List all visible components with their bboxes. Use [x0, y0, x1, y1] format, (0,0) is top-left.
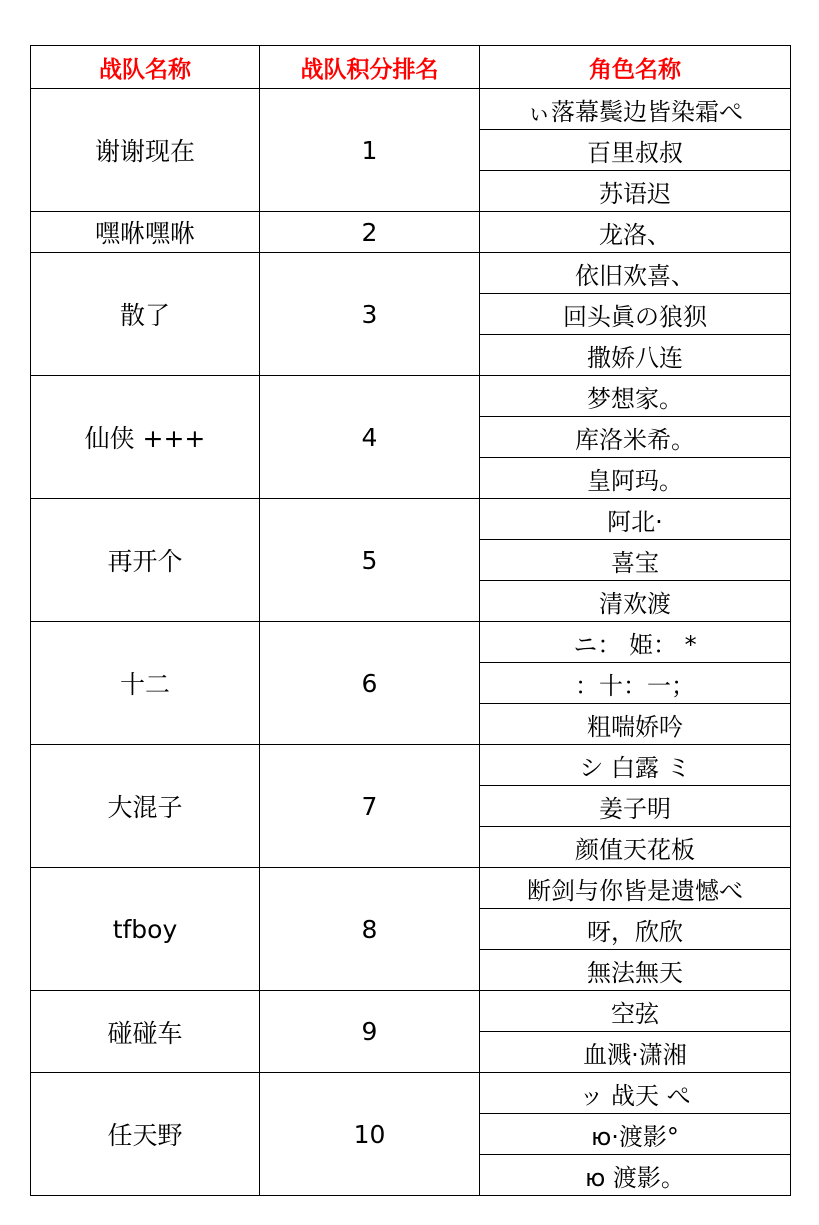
role-name-cell: ю·渡影° — [480, 1114, 791, 1155]
role-name-cell: 梦想家。 — [480, 376, 791, 417]
team-rank-cell: 6 — [260, 622, 480, 745]
role-name-cell: 撒娇八连 — [480, 335, 791, 376]
team-rank-cell: 8 — [260, 868, 480, 991]
team-rank-cell: 10 — [260, 1073, 480, 1196]
role-name-cell: 断剑与你皆是遗憾べ — [480, 868, 791, 909]
table-row — [31, 212, 791, 253]
header-team-name: 战队名称 — [31, 46, 260, 89]
team-name-cell: 任天野 — [31, 1073, 260, 1196]
role-name-cell: ю 渡影。 — [480, 1155, 791, 1196]
table-row — [31, 89, 791, 130]
table-row — [31, 499, 791, 540]
header-role-name: 角色名称 — [480, 46, 791, 89]
table-row — [31, 376, 791, 417]
team-name-cell: tfboy — [31, 868, 260, 991]
team-rank-cell: 5 — [260, 499, 480, 622]
team-name-cell: 再开个 — [31, 499, 260, 622]
role-name-cell: 颜值天花板 — [480, 827, 791, 868]
table-row — [31, 991, 791, 1032]
role-name-cell: ：十：一； — [480, 663, 791, 704]
team-name-cell: 碰碰车 — [31, 991, 260, 1073]
table-row — [31, 745, 791, 786]
team-name-cell: 仙侠 +++ — [31, 376, 260, 499]
role-name-cell: 龙洛、 — [480, 212, 791, 253]
role-name-cell: 百里叔叔 — [480, 130, 791, 171]
team-name-cell: 谢谢现在 — [31, 89, 260, 212]
team-ranking-table — [30, 45, 791, 1196]
role-name-cell: 依旧欢喜、 — [480, 253, 791, 294]
team-rank-cell: 7 — [260, 745, 480, 868]
table-body — [31, 89, 791, 1196]
role-name-cell: ぃ落幕鬓边皆染霜ぺ — [480, 89, 791, 130]
team-rank-cell: 1 — [260, 89, 480, 212]
role-name-cell: 苏语迟 — [480, 171, 791, 212]
role-name-cell: 血溅·潇湘 — [480, 1032, 791, 1073]
team-name-cell: 大混子 — [31, 745, 260, 868]
team-rank-cell: 2 — [260, 212, 480, 253]
team-name-cell: 十二 — [31, 622, 260, 745]
role-name-cell: 空弦 — [480, 991, 791, 1032]
team-rank-cell: 9 — [260, 991, 480, 1073]
role-name-cell: 回头眞の狼狈 — [480, 294, 791, 335]
table-row — [31, 868, 791, 909]
team-rank-cell: 3 — [260, 253, 480, 376]
role-name-cell: 皇阿玛。 — [480, 458, 791, 499]
role-name-cell: 姜子明 — [480, 786, 791, 827]
role-name-cell: 粗喘娇吟 — [480, 704, 791, 745]
role-name-cell: 無法無天 — [480, 950, 791, 991]
header-row — [31, 46, 791, 89]
team-rank-cell: 4 — [260, 376, 480, 499]
role-name-cell: ニ： 姫： * — [480, 622, 791, 663]
role-name-cell: 库洛米希。 — [480, 417, 791, 458]
table-row — [31, 253, 791, 294]
role-name-cell: 阿北· — [480, 499, 791, 540]
role-name-cell: シ 白露 ミ — [480, 745, 791, 786]
table-row — [31, 1073, 791, 1114]
table-row — [31, 622, 791, 663]
header-team-rank: 战队积分排名 — [260, 46, 480, 89]
role-name-cell: 喜宝 — [480, 540, 791, 581]
team-name-cell: 嘿咻嘿咻 — [31, 212, 260, 253]
role-name-cell: ッ 战天 ぺ — [480, 1073, 791, 1114]
role-name-cell: 清欢渡 — [480, 581, 791, 622]
team-name-cell: 散了 — [31, 253, 260, 376]
role-name-cell: 呀，欣欣 — [480, 909, 791, 950]
